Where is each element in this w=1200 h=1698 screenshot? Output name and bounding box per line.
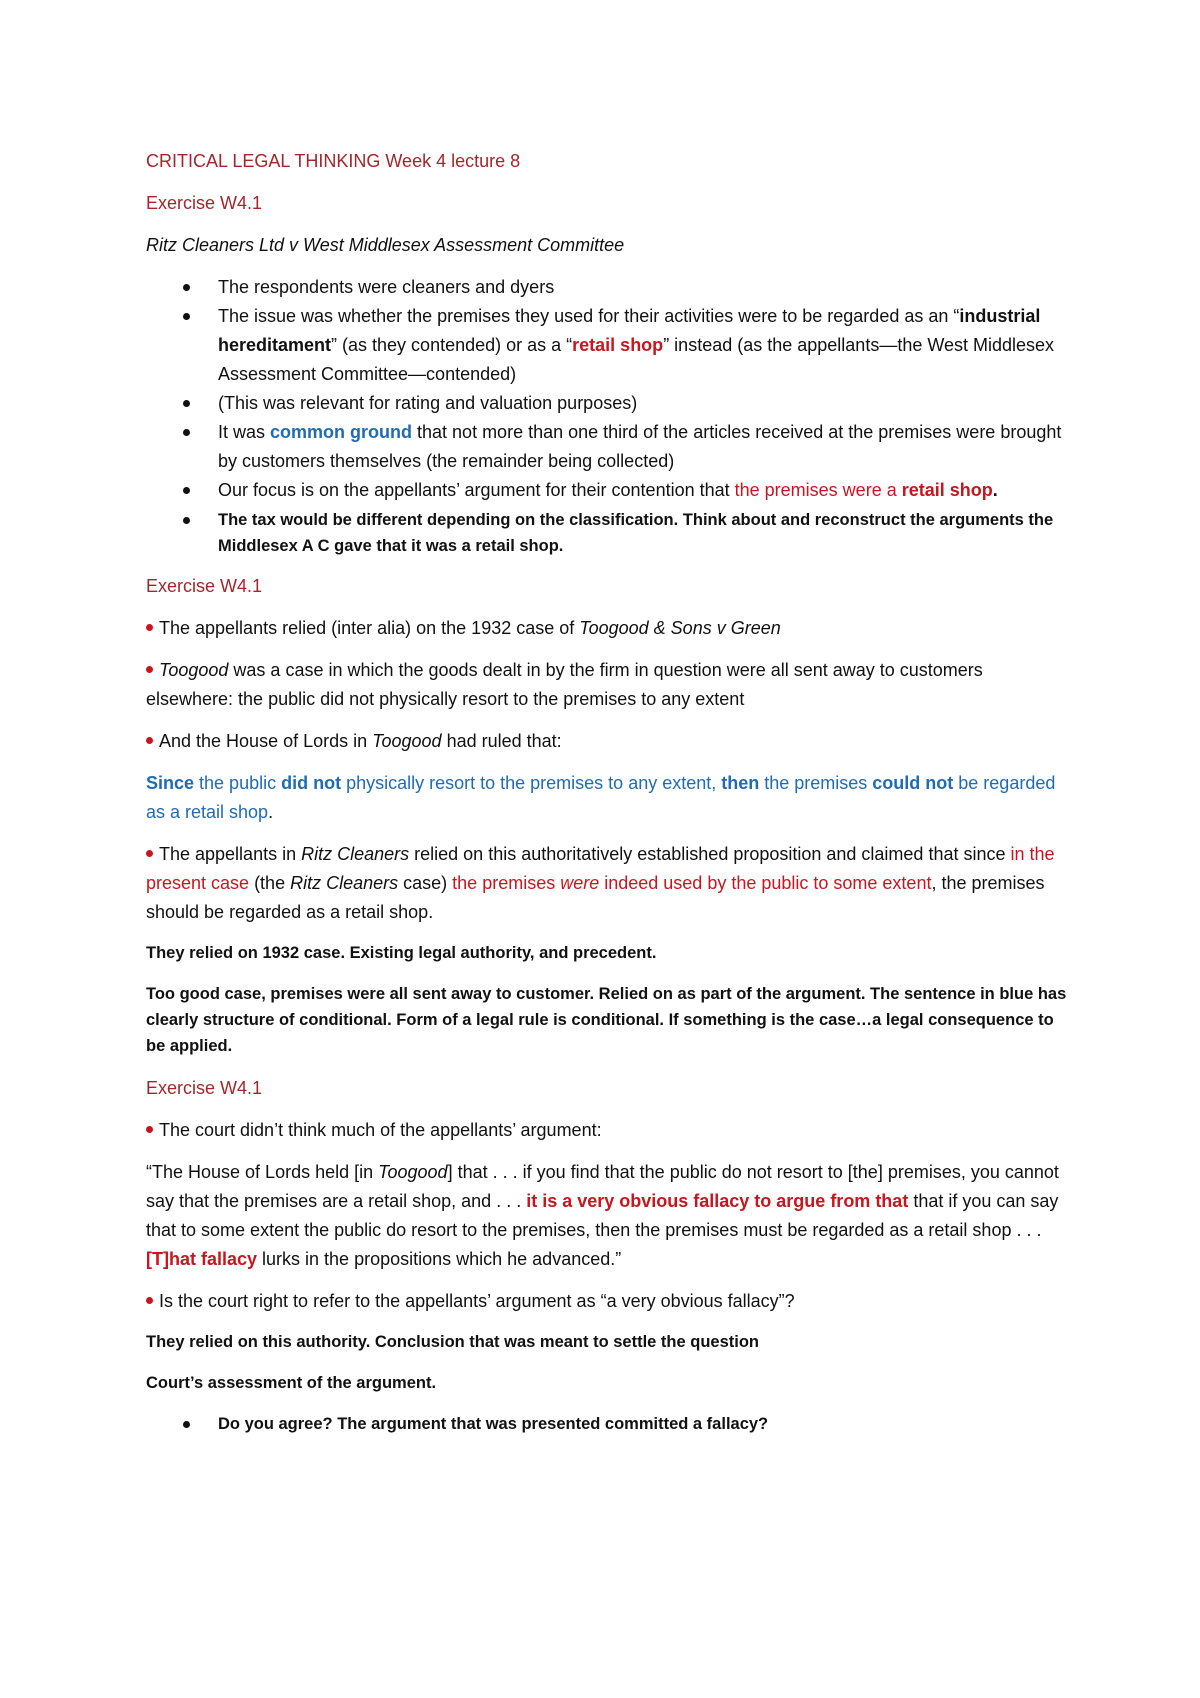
- list-item: The respondents were cleaners and dyers: [146, 273, 1070, 302]
- paragraph: The appellants in Ritz Cleaners relied on this authoritatively established proposition and claimed that since in the present case (the Ritz Cleaners case) the premises were indeed used by the public to some extent, the premises should be regarded as a retail shop.: [146, 844, 1055, 922]
- paragraph: And the House of Lords in Toogood had ruled that:: [146, 727, 1070, 756]
- bullet-icon: [183, 517, 190, 524]
- list-item: It was common ground that not more than one third of the articles received at the premises were brought by customers themselves (the remainder being collected): [146, 418, 1070, 476]
- note: They relied on this authority. Conclusion that was meant to settle the question: [146, 1333, 760, 1351]
- list-item: Our focus is on the appellants’ argument for their contention that the premises were a retail shop.: [146, 476, 1070, 505]
- bullet-list: [146, 273, 1070, 559]
- bullet-icon: [146, 1126, 153, 1133]
- paragraph: The court didn’t think much of the appellants’ argument:: [146, 1116, 1070, 1145]
- bullet-icon: [146, 624, 153, 631]
- list-item: (This was relevant for rating and valuation purposes): [146, 389, 1070, 418]
- paragraph: The appellants relied (inter alia) on the 1932 case of Toogood & Sons v Green: [146, 614, 1070, 643]
- bullet-icon: [183, 487, 190, 494]
- quoted-rule: Since the public did not physically resort to the premises to any extent, then the premises could not be regarded as a retail shop.: [146, 773, 1056, 822]
- bullet-icon: [183, 284, 190, 291]
- bullet-icon: [183, 313, 190, 320]
- bullet-icon: [146, 1297, 153, 1304]
- document-title: CRITICAL LEGAL THINKING Week 4 lecture 8: [146, 151, 521, 171]
- bullet-list: [146, 1411, 1070, 1437]
- section-heading: Exercise W4.1: [146, 193, 263, 213]
- bullet-icon: [146, 737, 153, 744]
- section-heading: Exercise W4.1: [146, 1078, 263, 1098]
- note: Too good case, premises were all sent away to customer. Relied on as part of the argument. The sentence in blue has clearly structure of conditional. Form of a legal rule is conditional. If something is the case…a legal consequence to be applied.: [146, 985, 1067, 1055]
- list-item: Do you agree? The argument that was presented committed a fallacy?: [146, 1411, 1070, 1437]
- paragraph: Is the court right to refer to the appellants’ argument as “a very obvious fallacy”?: [146, 1287, 1070, 1316]
- bullet-icon: [183, 400, 190, 407]
- paragraph: Toogood was a case in which the goods dealt in by the firm in question were all sent away to customers elsewhere: the public did not physically resort to the premises to any extent: [146, 660, 983, 709]
- bullet-icon: [183, 429, 190, 436]
- section-heading: Exercise W4.1: [146, 576, 263, 596]
- case-title: Ritz Cleaners Ltd v West Middlesex Assessment Committee: [146, 235, 625, 255]
- list-item: The tax would be different depending on the classification. Think about and reconstruct the arguments the Middlesex A C gave that it was a retail shop.: [146, 507, 1070, 559]
- note: Court’s assessment of the argument.: [146, 1374, 437, 1392]
- court-quote: “The House of Lords held [in Toogood] that . . . if you find that the public do not resort to [the] premises, you cannot say that the premises are a retail shop, and . . . it is a very obvious fallacy to argue from that that if you can say that to some extent the public do resort to the premises, then the premises must be regarded as a retail shop . . . [T]hat fallacy lurks in the propositions which he advanced.”: [146, 1162, 1059, 1269]
- list-item: The issue was whether the premises they used for their activities were to be regarded as an “industrial hereditament” (as they contended) or as a “retail shop” instead (as the appellants—the West Middlesex Assessment Committee—contended): [146, 302, 1070, 389]
- bullet-icon: [146, 850, 153, 857]
- bullet-icon: [146, 666, 153, 673]
- note: They relied on 1932 case. Existing legal authority, and precedent.: [146, 944, 657, 962]
- bullet-icon: [183, 1421, 190, 1428]
